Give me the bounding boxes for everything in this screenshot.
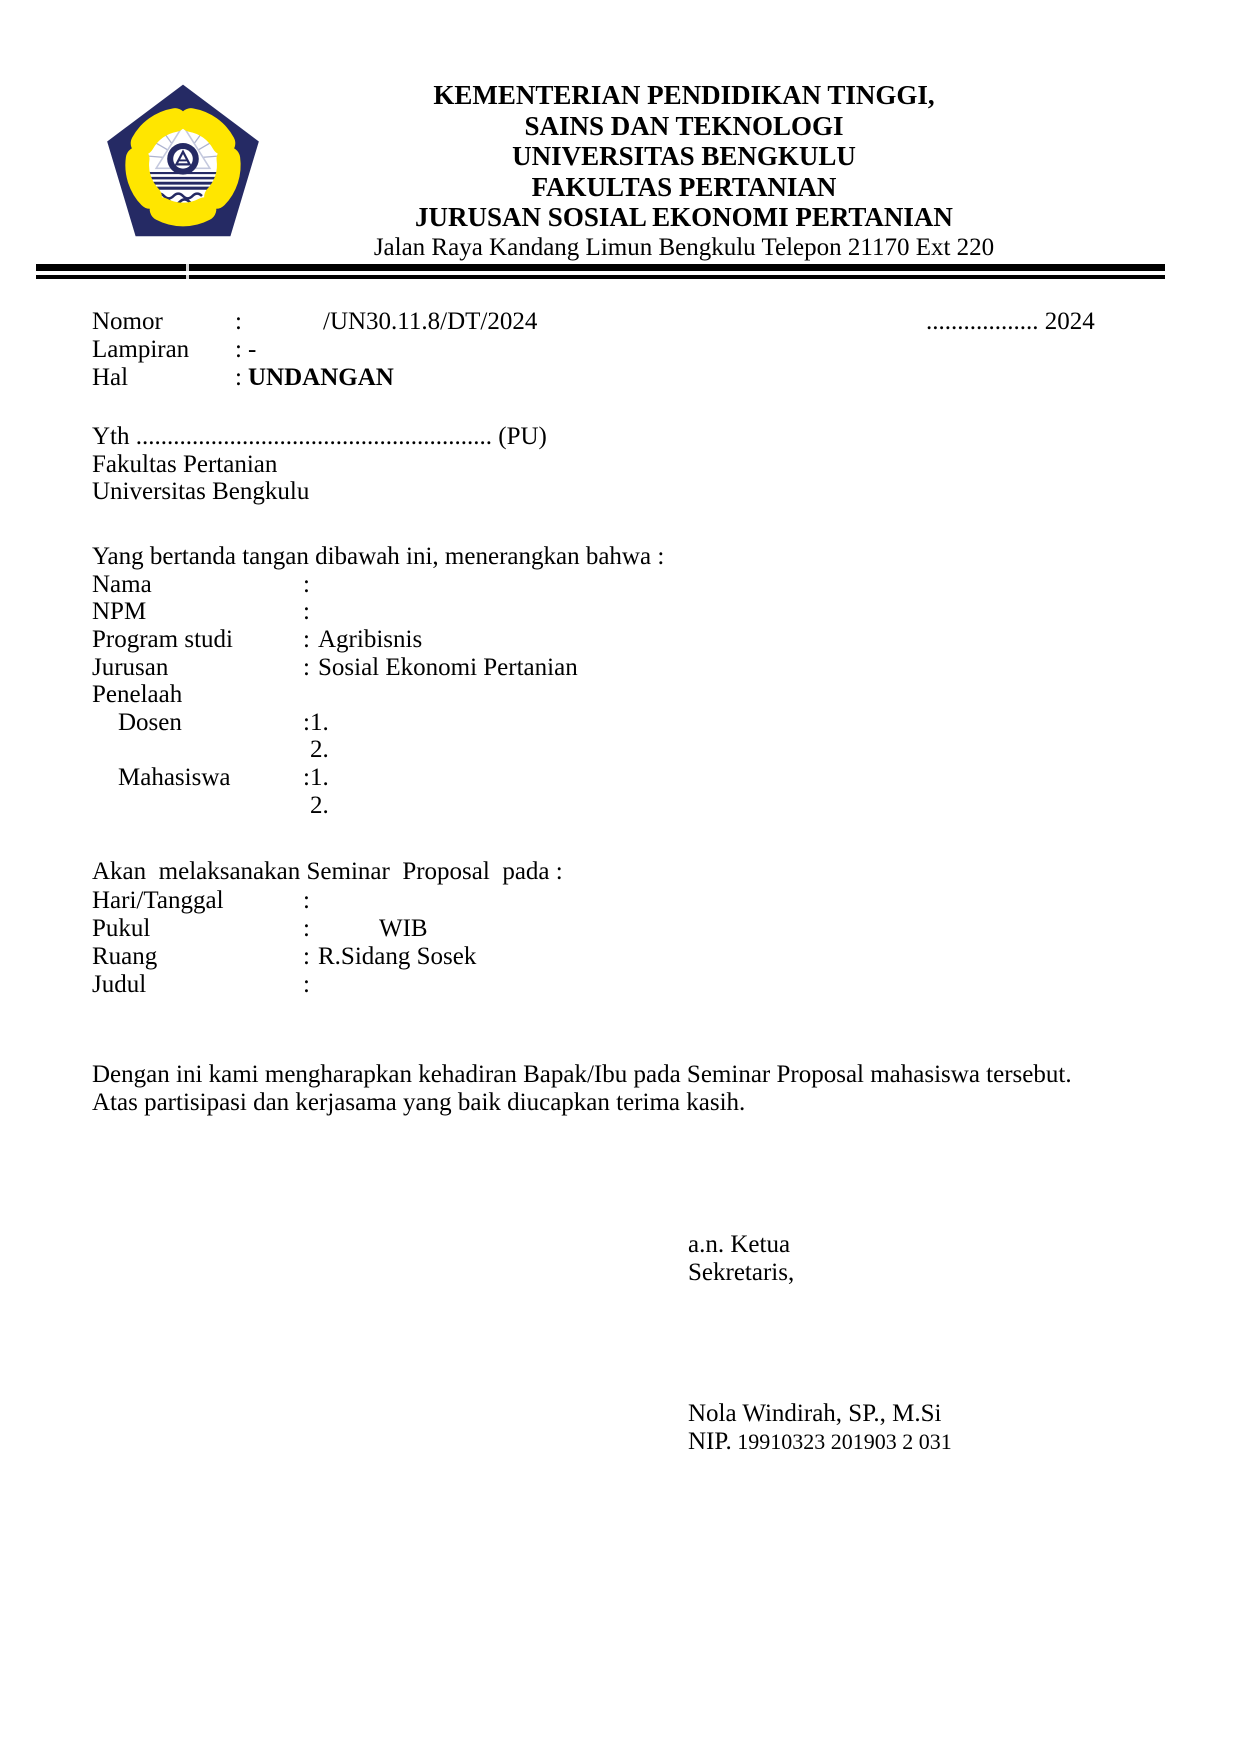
lampiran-colon: : [235,336,242,363]
pukul-row [0,915,1241,943]
divider-seam [186,264,189,279]
signature-an-ketua: a.n. Ketua [688,1231,791,1258]
yth-row [0,423,1241,451]
dosen-row-2 [0,736,1241,764]
hal-value: UNDANGAN [248,364,394,391]
ruang-value: R.Sidang Sosek [318,943,477,970]
letterhead-address: Jalan Raya Kandang Limun Bengkulu Telepon 21170 Ext 220 [373,233,995,261]
judul-colon: : [303,971,310,998]
letterhead-department: JURUSAN SOSIAL EKONOMI PERTANIAN [415,202,953,232]
nama-colon: : [303,571,310,598]
hal-label: Hal [92,364,129,391]
signature-nip [688,1428,952,1456]
yth-line: Yth ......................................................... (PU) [92,423,547,450]
jurusan-colon: : [303,654,310,681]
hari-tanggal-colon: : [303,887,310,914]
signature-name-row [0,1400,1241,1428]
dosen-item-1: :1. [303,709,329,736]
nomor-colon: : [235,308,242,335]
mahasiswa-label: Mahasiswa [118,764,231,791]
program-studi-row [0,626,1241,654]
jurusan-label: Jurusan [92,654,169,681]
letterhead [127,80,1241,262]
closing-line-2-row [0,1089,1241,1117]
nomor-value: /UN30.11.8/DT/2024 [323,308,538,335]
date-placeholder: .................. 2024 [926,308,1095,335]
dosen-row [0,709,1241,737]
letterhead-divider [36,264,1165,279]
recipient-university: Universitas Bengkulu [92,478,310,505]
signature-nip-row [0,1428,1241,1456]
signature-name: Nola Windirah, SP., M.Si [688,1400,942,1427]
pukul-label: Pukul [92,915,151,942]
mahasiswa-item-2: 2. [310,792,329,819]
judul-label: Judul [92,971,147,998]
npm-row [0,598,1241,626]
closing-line-2: Atas partisipasi dan kerjasama yang baik diucapkan terima kasih. [92,1089,746,1116]
mahasiswa-row [0,764,1241,792]
npm-colon: : [303,598,310,625]
hal-colon: : [235,364,242,391]
recipient-faculty: Fakultas Pertanian [92,451,278,478]
seminar-intro-text: Akan melaksanakan Seminar Proposal pada : [92,858,563,885]
closing-line-1: Dengan ini kami mengharapkan kehadiran Bapak/Ibu pada Seminar Proposal mahasiswa tersebut. [92,1061,1072,1088]
closing-line-1-row [0,1061,1241,1089]
pukul-value: WIB [379,915,428,942]
program-studi-value: Agribisnis [318,626,423,653]
mahasiswa-item-1: :1. [303,764,329,791]
hal-row [0,364,1241,392]
dosen-label: Dosen [118,709,182,736]
nama-row [0,571,1241,599]
signature-title: Sekretaris, [688,1259,795,1286]
penelaah-label: Penelaah [92,681,183,708]
ruang-colon: : [303,943,310,970]
letterhead-ministry-line-2: SAINS DAN TEKNOLOGI [524,110,844,141]
hari-tanggal-row [0,887,1241,915]
ruang-label: Ruang [92,943,158,970]
penelaah-row [0,681,1241,709]
nama-label: Nama [92,571,152,598]
jurusan-value: Sosial Ekonomi Pertanian [318,654,578,681]
judul-row [0,971,1241,999]
nomor-label: Nomor [92,308,163,335]
pukul-colon: : [303,915,310,942]
signature-title-row [0,1259,1241,1287]
hari-tanggal-label: Hari/Tanggal [92,887,224,914]
program-studi-colon: : [303,626,310,653]
letterhead-university: UNIVERSITAS BENGKULU [512,141,856,171]
letterhead-ministry-line-1: KEMENTERIAN PENDIDIKAN TINGGI, [433,80,935,110]
npm-label: NPM [92,598,147,625]
divider-thick-line [36,264,1165,271]
letterhead-faculty: FAKULTAS PERTANIAN [531,171,837,202]
nip-number: 19910323 201903 2 031 [731,1429,952,1454]
signature-an-row [0,1231,1241,1259]
jurusan-row [0,654,1241,682]
lampiran-label: Lampiran [92,336,190,363]
divider-thin-line [36,275,1165,279]
mahasiswa-row-2 [0,792,1241,820]
recipient-university-row [0,478,1241,506]
lampiran-row [0,336,1241,364]
dosen-item-2: 2. [310,736,329,763]
seminar-intro-row [0,858,1241,886]
program-studi-label: Program studi [92,626,233,653]
nip-label: NIP. [688,1428,732,1455]
intro-text: Yang bertanda tangan dibawah ini, menerangkan bahwa : [92,543,665,570]
recipient-faculty-row [0,451,1241,479]
intro-row [0,543,1241,571]
lampiran-value: - [248,336,257,363]
nomor-row [0,308,1241,336]
ruang-row [0,943,1241,971]
